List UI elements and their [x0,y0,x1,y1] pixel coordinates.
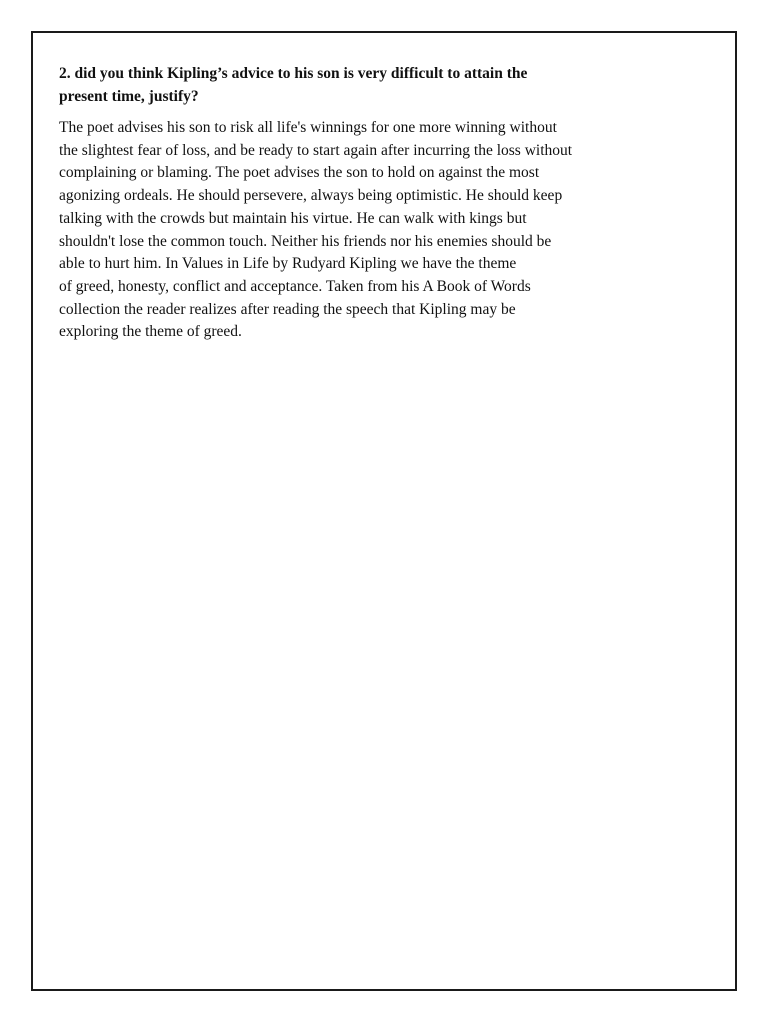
answer-line: the slightest fear of loss, and be ready to start again after incurring the loss without [59,141,573,159]
answer-line: able to hurt him. In Values in Life by Rudyard Kipling we have the theme [59,255,517,273]
answer-line: collection the reader realizes after reading the speech that Kipling may be [59,300,516,318]
answer-line: talking with the crowds but maintain his virtue. He can walk with kings but [59,209,527,227]
answer-line: exploring the theme of greed. [59,323,242,341]
answer-line: shouldn't lose the common touch. Neither his friends nor his enemies should be [59,232,552,250]
question-line: present time, justify? [59,88,199,105]
question-line: 2. did you think Kipling’s advice to his son is very difficult to attain the [59,65,528,82]
question-heading [59,62,649,108]
answer-line: complaining or blaming. The poet advises the son to hold on against the most [59,164,540,182]
answer-line: The poet advises his son to risk all life's winnings for one more winning without [59,119,557,136]
answer-paragraph [59,117,649,344]
document-content [59,62,649,344]
answer-line: of greed, honesty, conflict and acceptance. Taken from his A Book of Words [59,277,531,295]
answer-line: agonizing ordeals. He should persevere, always being optimistic. He should keep [59,187,563,205]
